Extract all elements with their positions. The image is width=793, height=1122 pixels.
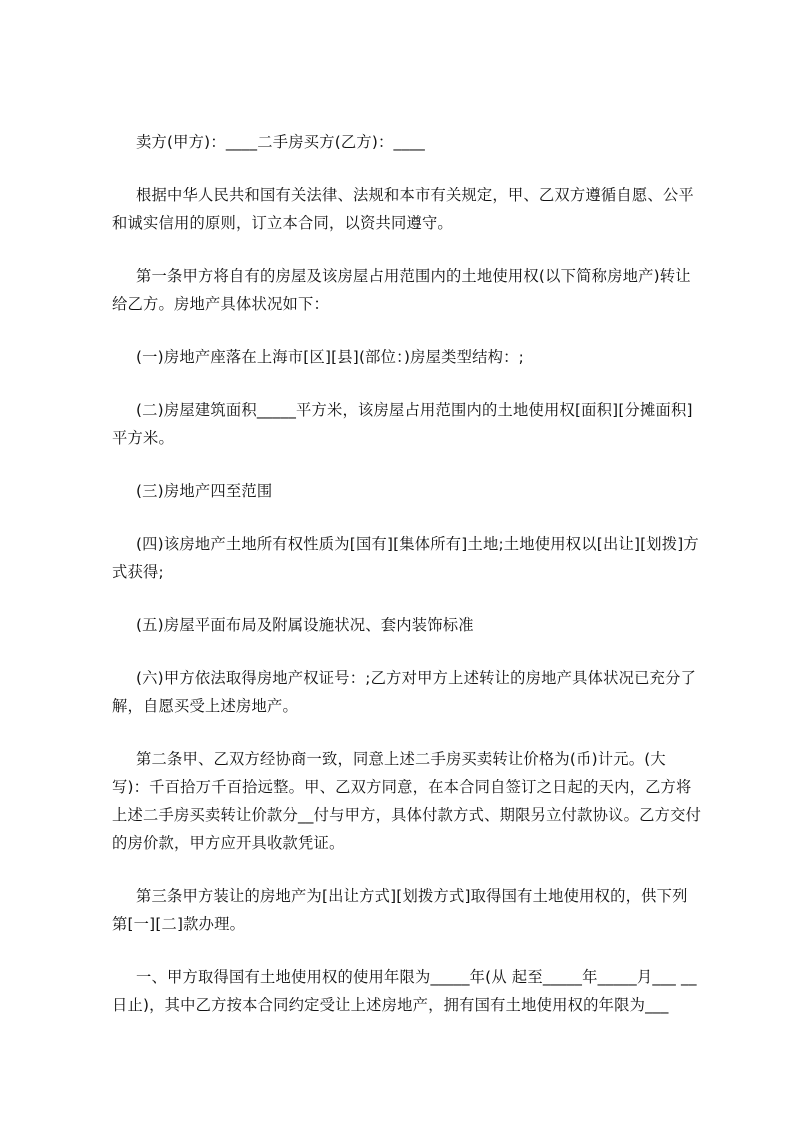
clause-3-boundaries: (三)房地产四至范围 [136, 482, 273, 500]
clause-4-land-rights: (四)该房地产土地所有权性质为[国有][集体所有]土地;土地使用权以[出让][划拨]方式获得; [112, 535, 699, 581]
parties-line: 卖方(甲方)：____二手房买方(乙方)：____ [136, 133, 425, 151]
article-1-paragraph: 第一条甲方将自有的房屋及该房屋占用范围内的土地使用权(以下简称房地产)转让给乙方。房地产具体状况如下： [112, 267, 691, 313]
article-3-item-1: 一、甲方取得国有土地使用权的使用年限为_____年(从 起至_____年_____月___ __日止)，其中乙方按本合同约定受让上述房地产，拥有国有土地使用权的年限为___ [112, 968, 697, 1014]
article-2-paragraph: 第二条甲、乙双方经协商一致，同意上述二手房买卖转让价格为(币)计元。(大写)：千百拾万千百拾远整。甲、乙双方同意，在本合同自签订之日起的天内，乙方将上述二手房买卖转让价款分__付与甲方，具体付款方式、期限另立付款协议。乙方交付的房价款，甲方应开具收款凭证。 [112, 750, 702, 852]
preamble-paragraph: 根据中华人民共和国有关法律、法规和本市有关规定，甲、乙双方遵循自愿、公平和诚实信用的原则，订立本合同，以资共同遵守。 [112, 186, 694, 232]
contract-body [112, 128, 702, 1019]
clause-2-area: (二)房屋建筑面积_____平方米，该房屋占用范围内的土地使用权[面积][分摊面积]平方米。 [112, 401, 693, 447]
clause-1-location: (一)房地产座落在上海市[区][县](部位：)房屋类型结构：; [136, 348, 524, 366]
article-3-paragraph: 第三条甲方装让的房地产为[出让方式][划拨方式]取得国有土地使用权的，供下列第[一][二]款办理。 [112, 887, 688, 933]
clause-6-certificate: (六)甲方依法取得房地产权证号：;乙方对甲方上述转让的房地产具体状况已充分了解，自愿买受上述房地产。 [112, 669, 697, 715]
clause-5-layout: (五)房屋平面布局及附属设施状况、套内装饰标准 [136, 616, 474, 634]
